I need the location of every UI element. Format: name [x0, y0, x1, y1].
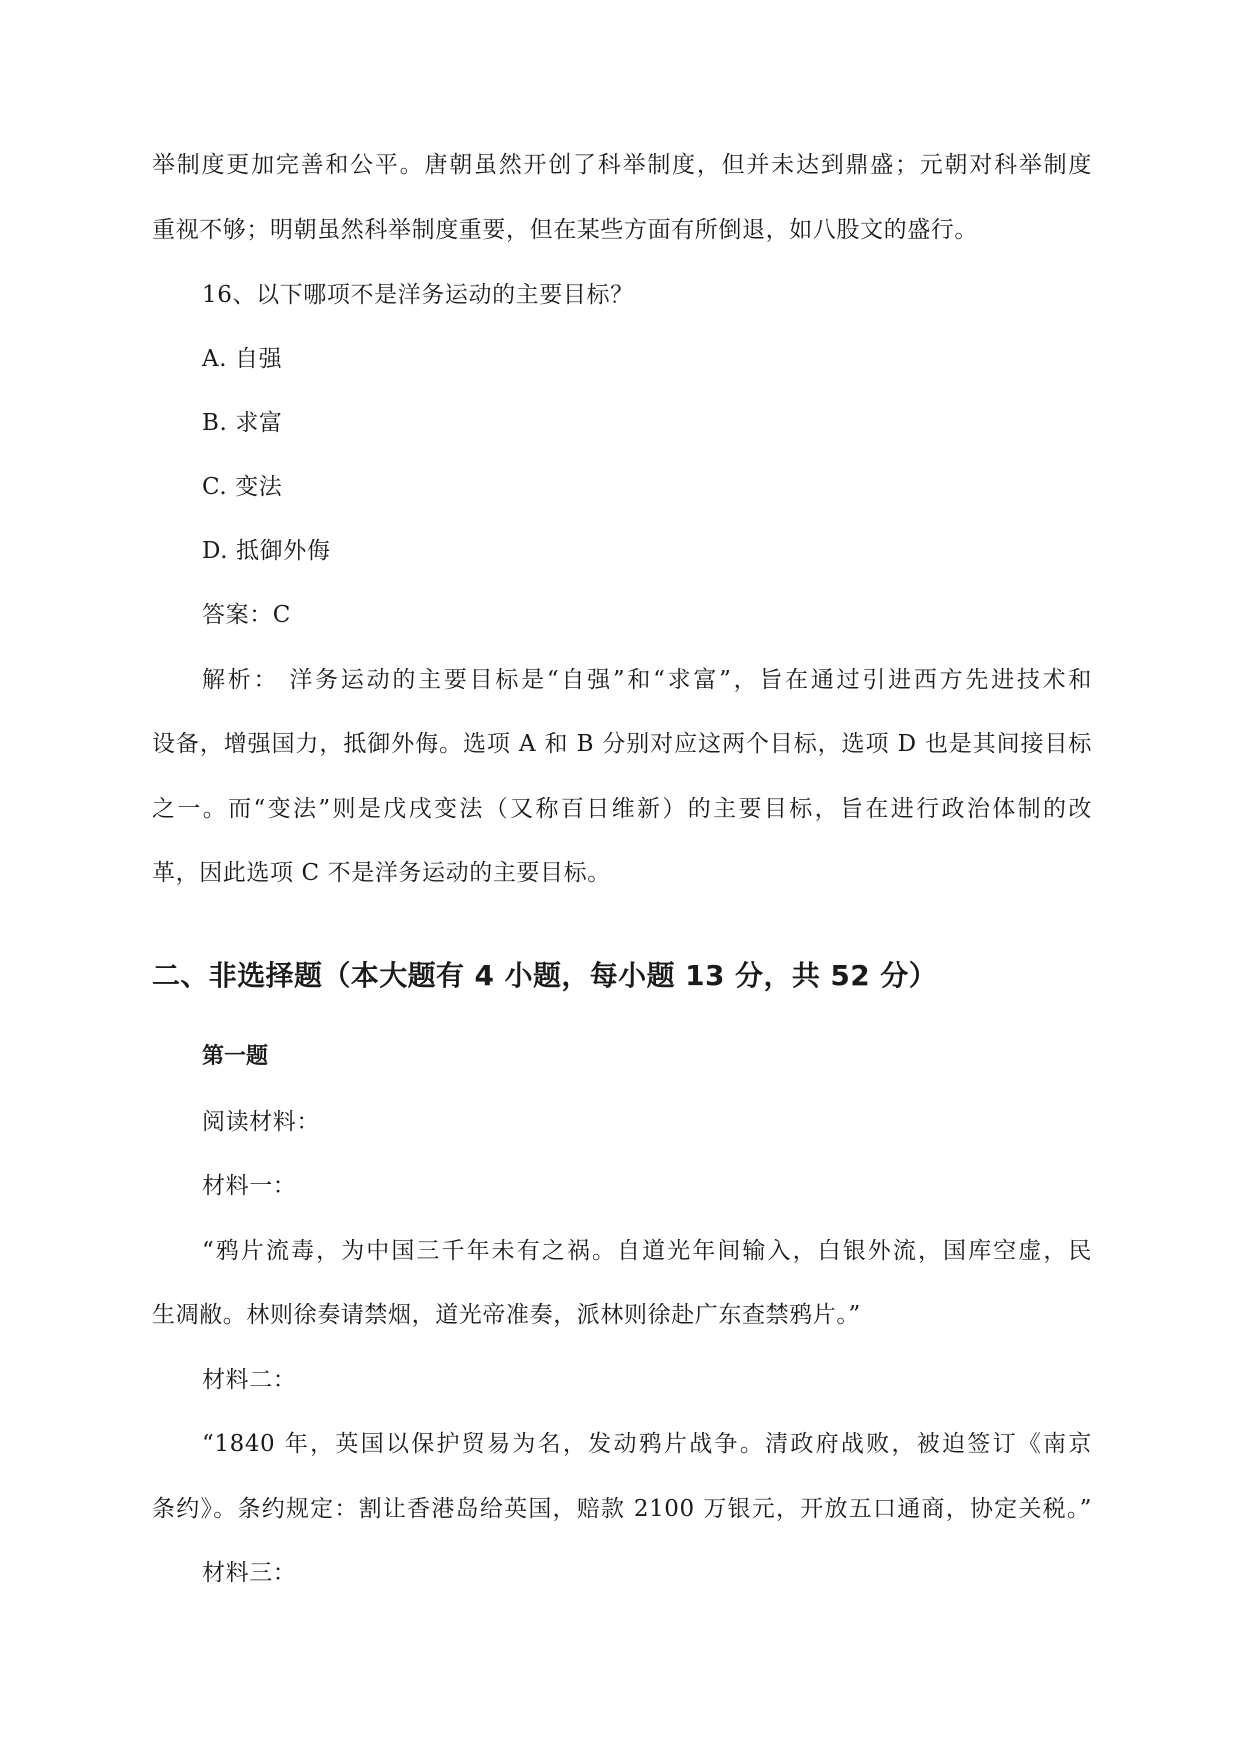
option-d: D. 抵御外侮	[202, 538, 331, 564]
material-1-label: 材料一：	[202, 1173, 297, 1199]
section-heading: 二、非选择题（本大题有 4 小题，每小题 13 分，共 52 分）	[152, 959, 938, 992]
question-1-title: 第一题	[202, 1044, 269, 1069]
material-2-label: 材料二：	[202, 1367, 297, 1393]
analysis-line-4: 革，因此选项 C 不是洋务运动的主要目标。	[152, 860, 611, 886]
question-16-stem: 16、以下哪项不是洋务运动的主要目标？	[202, 282, 634, 308]
analysis-line-2: 设备，增强国力，抵御外侮。选项 A 和 B 分别对应这两个目标，选项 D 也是其间接目标	[152, 731, 1092, 757]
analysis-line-3: 之一。而“变法”则是戊戌变法（又称百日维新）的主要目标，旨在进行政治体制的改	[152, 796, 1092, 822]
material-3-label: 材料三：	[202, 1560, 297, 1586]
continuation-line-2: 重视不够；明朝虽然科举制度重要，但在某些方面有所倒退，如八股文的盛行。	[152, 217, 978, 243]
analysis-line-1: 解析： 洋务运动的主要目标是“自强”和“求富”，旨在通过引进西方先进技术和	[202, 667, 1092, 693]
material-2-line-1: “1840 年，英国以保护贸易为名，发动鸦片战争。清政府战败，被迫签订《南京	[202, 1431, 1092, 1457]
read-label: 阅读材料：	[202, 1109, 320, 1135]
material-1-line-2: 生凋敝。林则徐奏请禁烟，道光帝准奏，派林则徐赴广东查禁鸦片。”	[152, 1302, 861, 1328]
material-2-line-2: 条约》。条约规定：割让香港岛给英国，赔款 2100 万银元，开放五口通商，协定关税。”	[152, 1496, 1092, 1522]
continuation-line-1: 举制度更加完善和公平。唐朝虽然开创了科举制度，但并未达到鼎盛；元朝对科举制度	[152, 152, 1092, 178]
option-c: C. 变法	[202, 474, 283, 500]
material-1-line-1: “鸦片流毒，为中国三千年未有之祸。自道光年间输入，白银外流，国库空虚，民	[202, 1238, 1092, 1264]
option-a: A. 自强	[202, 346, 283, 372]
option-b: B. 求富	[202, 410, 283, 436]
answer: 答案：C	[202, 602, 291, 628]
